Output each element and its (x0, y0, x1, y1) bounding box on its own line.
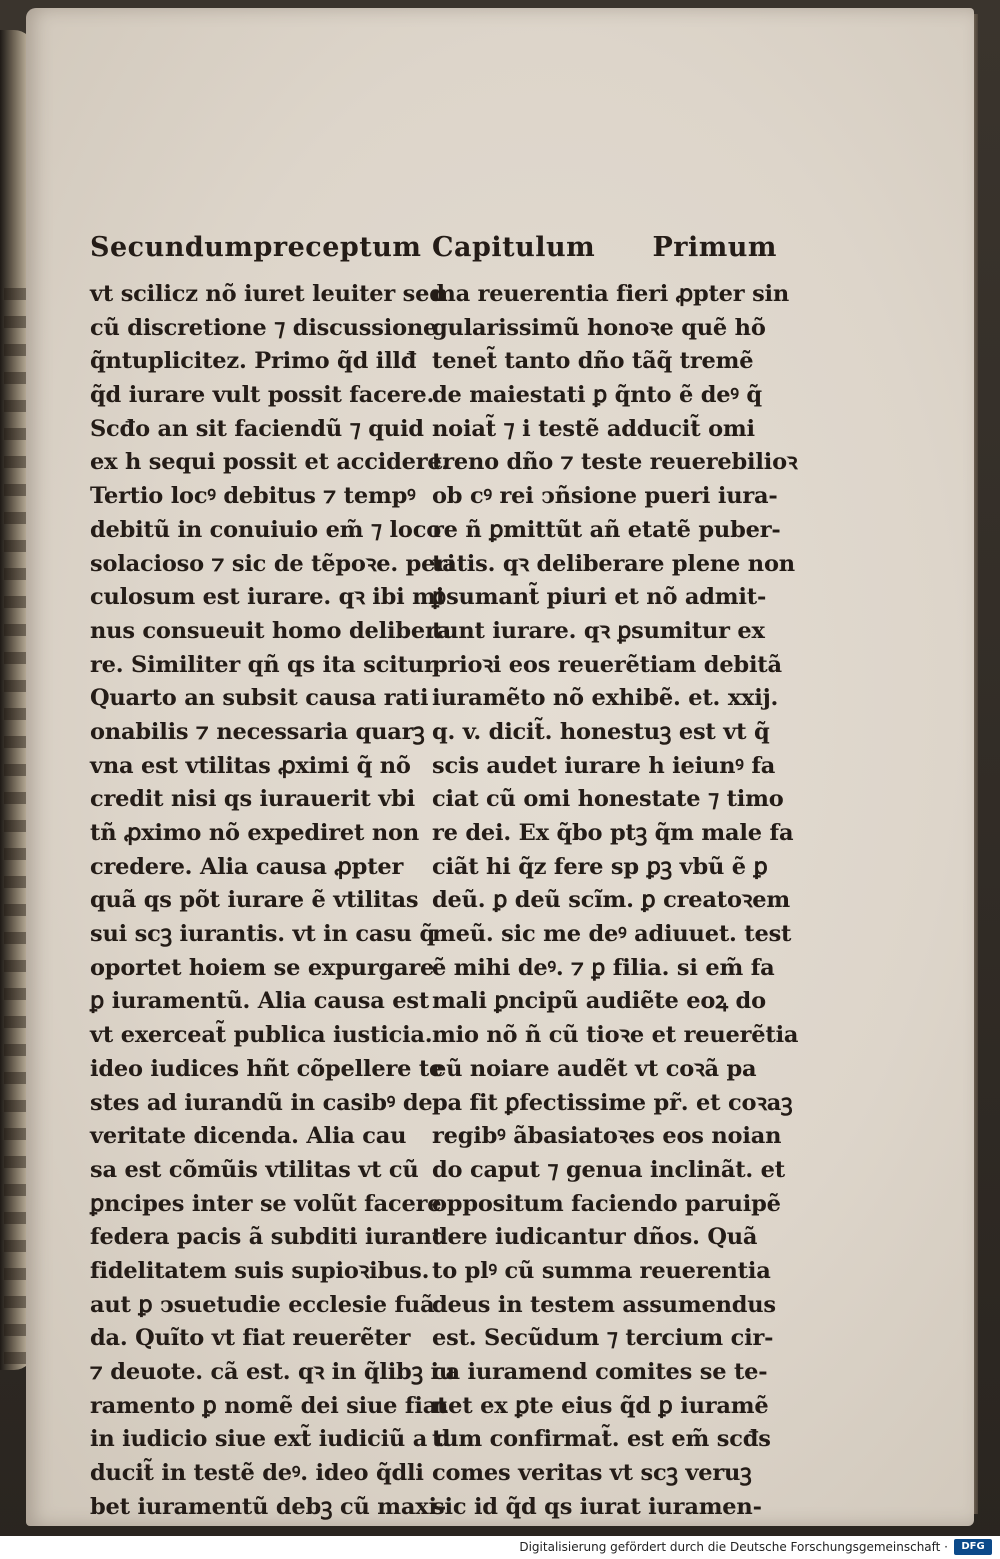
text-line: tunt iurare. qꝛ ꝑsumitur ex (432, 617, 765, 644)
text-line: q̃ntuplicitez. Primo q̃d illđ (90, 348, 417, 375)
text-line: ob cꝰ rei ↄñsione pueri iura- (432, 483, 778, 510)
text-line: tenet̃ tanto dño tãq̃ tremẽ (432, 348, 754, 375)
text-line: de maiestati ꝑ q̃nto ẽ deꝰ q̃ (432, 382, 762, 409)
text-line: gularissimũ honoꝛe quẽ hõ (432, 314, 766, 341)
text-line: net ex ꝑte eius q̃d ꝑ iuramẽ (432, 1392, 769, 1419)
text-line: eũ noiare audẽt vt coꝛã pa (432, 1055, 757, 1082)
text-line: regibꝰ ãbasiatoꝛes eos noian (432, 1123, 782, 1150)
text-line: cũ discretione ⁊ discussione (90, 314, 438, 341)
text-line: vt exerceat̃ publica iusticia. (90, 1022, 433, 1049)
left-text-column (90, 232, 456, 1524)
text-line: ideo iudices hñt cõpellere te (90, 1055, 444, 1082)
text-line: ciat cũ omi honestate ⁊ timo (432, 786, 784, 813)
text-line: Quarto an subsit causa rati (90, 685, 429, 712)
right-header-word: Capitulum (432, 232, 596, 263)
text-line: ramento ꝑ nomẽ dei siue fiat (90, 1392, 448, 1419)
text-line: bet iuramentũ debꝫ cũ maxi- (90, 1493, 446, 1520)
text-line: da. Quĩto vt fiat reuerẽter (90, 1325, 411, 1352)
text-line: ciãt hi q̃z fere sp ꝑꝫ vbũ ẽ ꝑ (432, 853, 768, 880)
text-line: comes veritas vt scꝫ veruꝫ (432, 1460, 752, 1487)
right-text-lines (432, 278, 799, 1524)
text-line: solacioso ⁊ sic de tẽpoꝛe. peri (90, 550, 456, 577)
text-line: ẽ mihi deꝰ. ⁊ ꝑ filia. si em̃ fa (432, 954, 775, 981)
text-line: iuramẽto nõ exhibẽ. et. xxij. (432, 685, 779, 712)
text-line: vt scilicz nõ iuret leuiter sed (90, 281, 445, 307)
text-line: q̃d iurare vult possit facere. (90, 382, 435, 409)
text-line: deus in testem assumendus (432, 1291, 776, 1318)
text-line: culosum est iurare. qꝛ ibi mi (90, 584, 445, 611)
text-line: Scđo an sit faciendũ ⁊ quid (90, 415, 424, 442)
text-line: federa pacis ã subditi iurant (90, 1224, 442, 1251)
text-line: tum confirmat̃. est em̃ scđs (432, 1426, 771, 1453)
text-line: est. Secũdum ⁊ tercium cir- (432, 1325, 774, 1352)
text-line: scis audet iurare h ieiunꝰ fa (432, 752, 776, 779)
text-line: re dei. Ex q̃bo ptꝫ q̃m male fa (432, 820, 794, 846)
text-line: mali ꝑncipũ audiẽte eoꝝ do (432, 988, 766, 1015)
text-line: ꝑncipes inter se volũt facere (90, 1190, 442, 1217)
text-line: noiat̃ ⁊ i testẽ adducit̃ omi (432, 415, 755, 442)
text-line: re ñ ꝑmittũt añ etatẽ puber- (432, 516, 781, 543)
right-text-column (432, 232, 799, 1524)
text-line: deũ. ꝑ deũ scĩm. ꝑ creatoꝛem (432, 887, 790, 914)
text-line: onabilis ⁊ necessaria quarꝫ (90, 718, 425, 745)
left-header-word-right: preceptum (253, 232, 422, 263)
dfg-logo-icon: DFG (954, 1539, 992, 1555)
text-line: tatis. qꝛ deliberare plene non (432, 550, 795, 577)
text-line: oppositum faciendo paruipẽ (432, 1190, 781, 1217)
footer-credit-text: Digitalisierung gefördert durch die Deutsche Forschungsgemeinschaft · (519, 1540, 948, 1554)
text-line: re. Similiter qñ qs ita scitur (90, 651, 436, 678)
text-line: fidelitatem suis supioꝛibus. (90, 1257, 430, 1284)
text-line: vna est vtilitas ꝓximi q̃ nõ (90, 752, 411, 779)
text-line: aut ꝑ ↄsuetudie ecclesie fuã (90, 1291, 435, 1318)
text-line: debitũ in conuiuio em̃ ⁊ loco (90, 516, 442, 543)
text-line: credere. Alia causa ꝓpter (90, 853, 404, 880)
left-text-lines (90, 278, 456, 1524)
text-line: sic id q̃d qs iurat iuramen- (432, 1493, 762, 1520)
text-line: ca iuramend comites se te- (432, 1359, 768, 1385)
text-line: mio nõ ñ cũ tioꝛe et reuerẽtia (432, 1022, 799, 1049)
text-line: ⁊ deuote. cã est. qꝛ in q̃libꝫ iu (90, 1359, 456, 1385)
text-line: ex h sequi possit et accidere. (90, 449, 450, 476)
text-line: credit nisi qs iurauerit vbi (90, 786, 415, 813)
text-line: do caput ⁊ genua inclinãt. et (432, 1156, 785, 1183)
text-line: prioꝛi eos reuerẽtiam debitã (432, 651, 782, 678)
right-running-header (432, 232, 777, 270)
text-line: ducit̃ in testẽ deꝰ. ideo q̃dli (90, 1460, 424, 1487)
text-line: stes ad iurandũ in casibꝰ de (90, 1089, 433, 1116)
text-line: meũ. sic me deꝰ adiuuet. test (432, 921, 792, 948)
right-header-word-right: Primum (652, 232, 777, 263)
text-line: in iudicio siue ext̃ iudiciũ a d (90, 1426, 451, 1453)
text-line: tñ ꝓximo nõ expediret non (90, 820, 419, 846)
text-line: oportet hoiem se expurgare (90, 954, 435, 981)
digitization-footer (0, 1536, 1000, 1559)
text-line: Tertio locꝰ debitus ⁊ tempꝰ (90, 483, 416, 510)
left-header-word: Secundum (90, 232, 254, 263)
text-line: q. v. dicit̃. honestuꝫ est vt q̃ (432, 718, 770, 745)
text-line: ꝑ iuramentũ. Alia causa est (90, 988, 430, 1015)
text-line: treno dño ⁊ teste reuerebilioꝛ (432, 449, 798, 476)
text-line: sui scꝫ iurantis. vt in casu q̃ (90, 921, 435, 948)
text-line: veritate dicenda. Alia cau (90, 1123, 407, 1150)
text-line: to plꝰ cũ summa reuerentia (432, 1257, 771, 1284)
text-line: ma reuerentia fieri ꝓpter sin (432, 281, 790, 307)
left-running-header (90, 232, 420, 270)
text-line: quã qs põt iurare ẽ vtilitas (90, 887, 419, 914)
text-line: pa fit ꝑfectissime pr̃. et coꝛaꝫ (432, 1089, 793, 1116)
text-line: sa est cõmũis vtilitas vt cũ (90, 1156, 419, 1183)
text-line: ꝑsumant̃ piuri et nõ admit- (432, 584, 767, 611)
text-line: nus consueuit homo delibera (90, 617, 451, 644)
text-line: dere iudicantur dños. Quã (432, 1224, 758, 1251)
